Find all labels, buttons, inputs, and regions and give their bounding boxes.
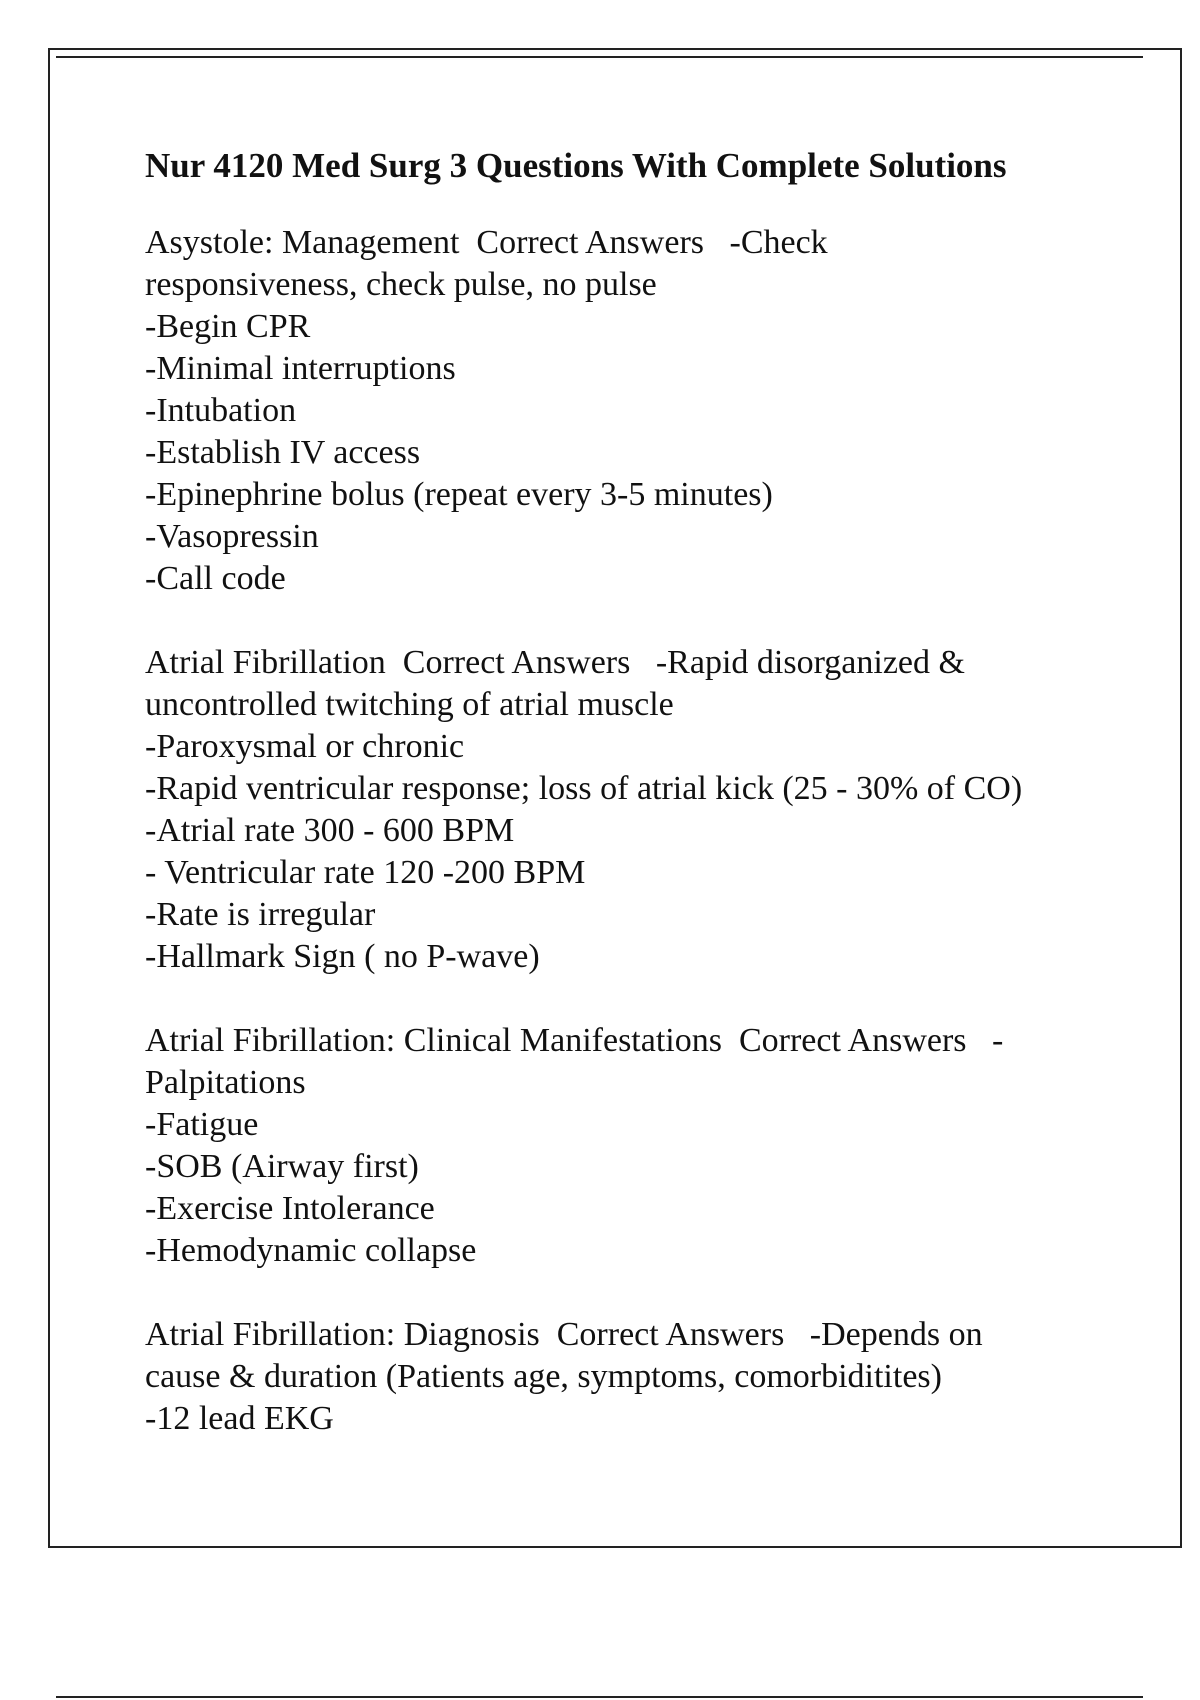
qa-answer-line: -Paroxysmal or chronic: [145, 728, 465, 765]
qa-entry: [145, 1314, 1105, 1440]
top-divider: [56, 56, 1143, 58]
bottom-divider: [56, 1696, 1143, 1698]
qa-answer-line: -Minimal interruptions: [145, 350, 456, 387]
qa-entry: [145, 222, 1105, 600]
qa-answer-line: -Exercise Intolerance: [145, 1190, 435, 1227]
qa-answer-line: -Epinephrine bolus (repeat every 3-5 minutes): [145, 476, 773, 513]
qa-answer-line: -Hallmark Sign ( no P-wave): [145, 938, 540, 975]
qa-answer-line: -Rapid ventricular response; loss of atrial kick (25 - 30% of CO): [145, 770, 1023, 807]
qa-answer-line: -Atrial rate 300 - 600 BPM: [145, 812, 515, 849]
qa-answer-line: - Ventricular rate 120 -200 BPM: [145, 854, 586, 891]
qa-answer-line: -SOB (Airway first): [145, 1148, 419, 1185]
qa-entry: [145, 642, 1105, 978]
qa-answer-line: -Establish IV access: [145, 434, 421, 471]
qa-entry: [145, 1020, 1105, 1272]
qa-answer-line: -Vasopressin: [145, 518, 319, 555]
document-title: Nur 4120 Med Surg 3 Questions With Complete Solutions: [145, 146, 1007, 185]
qa-list: [145, 222, 1105, 1440]
qa-question-line: Atrial Fibrillation Correct Answers -Rapid disorganized &: [145, 644, 965, 681]
qa-answer-line: -Begin CPR: [145, 308, 311, 345]
qa-answer-line: -12 lead EKG: [145, 1400, 334, 1437]
qa-answer-line: -Intubation: [145, 392, 297, 429]
qa-answer-line: Palpitations: [145, 1064, 306, 1101]
qa-answer-line: cause & duration (Patients age, symptoms, comorbiditites): [145, 1358, 942, 1395]
qa-answer-line: -Fatigue: [145, 1106, 259, 1143]
qa-answer-line: -Hemodynamic collapse: [145, 1232, 477, 1269]
qa-answer-line: uncontrolled twitching of atrial muscle: [145, 686, 674, 723]
qa-answer-line: -Call code: [145, 560, 286, 597]
qa-answer-line: responsiveness, check pulse, no pulse: [145, 266, 657, 303]
qa-answer-line: -Rate is irregular: [145, 896, 376, 933]
document-body: [145, 142, 1105, 1482]
qa-question-line: Atrial Fibrillation: Clinical Manifestations Correct Answers -: [145, 1022, 1004, 1059]
qa-question-line: Asystole: Management Correct Answers -Check: [145, 224, 828, 261]
qa-question-line: Atrial Fibrillation: Diagnosis Correct Answers -Depends on: [145, 1316, 983, 1353]
